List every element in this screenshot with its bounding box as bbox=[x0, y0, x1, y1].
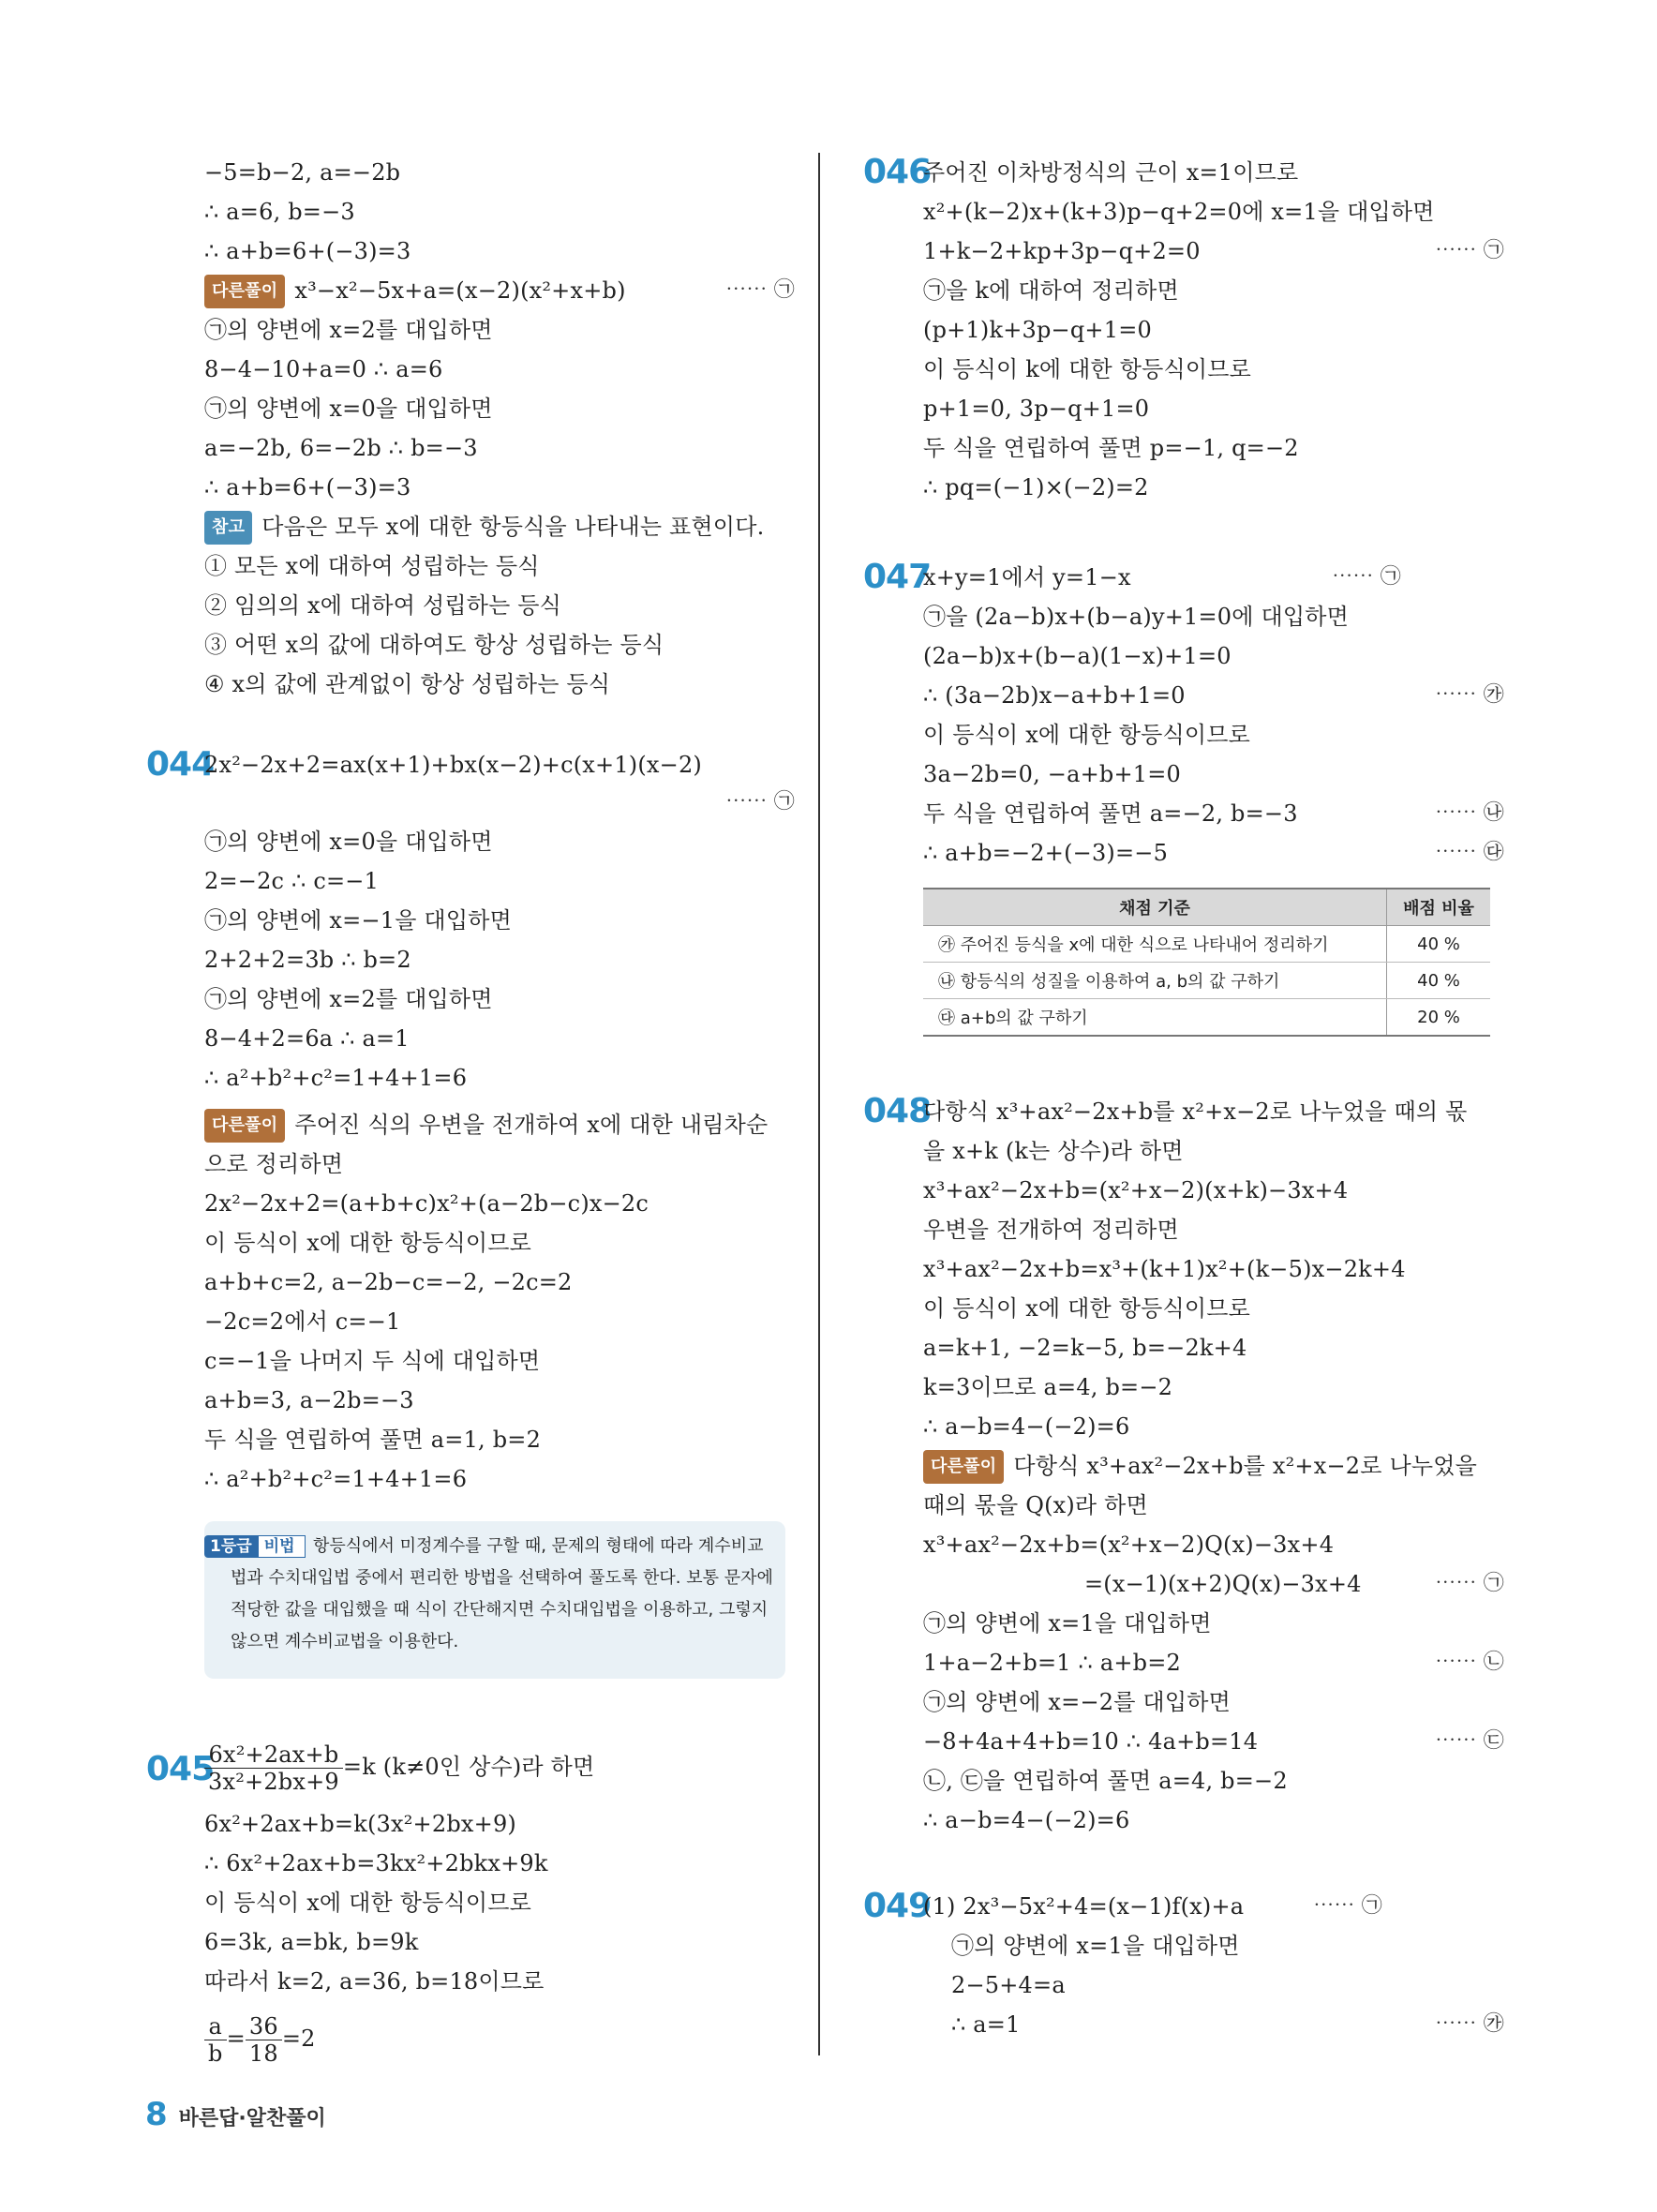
question-number-045: 045 bbox=[146, 1750, 215, 1788]
text-line: 두 식을 연립하여 풀면 a=−2, b=−3 bbox=[923, 800, 1298, 827]
text-line: ㉠을 (2a−b)x+(b−a)y+1=0에 대입하면 bbox=[923, 604, 1350, 630]
text-line: ∴ pq=(−1)×(−2)=2 bbox=[923, 474, 1149, 501]
text-line: x³+ax²−2x+b=(x²+x−2)(x+k)−3x+4 bbox=[923, 1177, 1349, 1203]
text-line: k=3이므로 a=4, b=−2 bbox=[923, 1374, 1173, 1400]
text-line: ∴ a−b=4−(−2)=6 bbox=[923, 1807, 1130, 1833]
text-line: ㉠의 양변에 x=−2를 대입하면 bbox=[923, 1689, 1231, 1715]
text-line: 6=3k, a=bk, b=9k bbox=[204, 1929, 419, 1955]
reference-item: ① 모든 x에 대하여 성립하는 등식 bbox=[204, 553, 540, 579]
text-line: x+y=1에서 y=1−x bbox=[923, 564, 1131, 590]
text-line: ∴ a+b=6+(−3)=3 bbox=[204, 238, 411, 264]
reference-tag: 참고 bbox=[204, 511, 252, 545]
text-line: 이 등식이 k에 대한 항등식이므로 bbox=[923, 356, 1252, 382]
alt-solution-tag: 다른풀이 bbox=[204, 1109, 285, 1143]
text-line: ∴ a²+b²+c²=1+4+1=6 bbox=[204, 1466, 468, 1492]
text-line: 8−4+2=6a ∴ a=1 bbox=[204, 1025, 410, 1052]
text-line: (p+1)k+3p−q+1=0 bbox=[923, 317, 1152, 343]
reference-item: ④ x의 값에 관계없이 항상 성립하는 등식 bbox=[204, 671, 611, 697]
table-row bbox=[923, 926, 1490, 963]
table-header: 채점 기준 bbox=[923, 889, 1387, 926]
question-number-047: 047 bbox=[863, 558, 932, 596]
table-cell: ㉮ 주어진 등식을 x에 대한 식으로 나타내어 정리하기 bbox=[923, 926, 1387, 963]
text-line: ∴ (3a−2b)x−a+b+1=0 bbox=[923, 682, 1186, 709]
tip-body: 항등식에서 미정계수를 구할 때, 문제의 형태에 따라 계수비교법과 수치대입법 중에서 편리한 방법을 선택하여 풀도록 한다. 보통 문자에 적당한 값을 대입했을 때 식이 간단해지면 수치대입법을 이용하고, 그렇지 않으면 계수비교법을 이용한다. bbox=[231, 1536, 773, 1652]
page-number: 8 bbox=[145, 2096, 168, 2133]
text-line: ∴ a=1 bbox=[951, 2011, 1021, 2038]
equation-tail: =k (k≠0인 상수)라 하면 bbox=[342, 1754, 595, 1780]
question-number-044: 044 bbox=[146, 745, 215, 784]
table-row bbox=[923, 963, 1490, 999]
tip-text bbox=[231, 1531, 774, 1658]
text-line: ∴ a−b=4−(−2)=6 bbox=[923, 1413, 1130, 1440]
equation-mark: ⋯⋯ ㉠ bbox=[1332, 565, 1401, 589]
text-line: 이 등식이 x에 대한 항등식이므로 bbox=[204, 1230, 532, 1256]
text-line: 주어진 식의 우변을 전개하여 x에 대한 내림차순 bbox=[294, 1112, 769, 1138]
text-line: ∴ a=6, b=−3 bbox=[204, 199, 355, 225]
table-header-row bbox=[923, 889, 1490, 926]
equation-mark: ⋯⋯ ㉡ bbox=[1435, 1651, 1504, 1674]
table-cell: ㉯ 항등식의 성질을 이용하여 a, b의 값 구하기 bbox=[923, 963, 1387, 999]
text-line: ㉠의 양변에 x=−1을 대입하면 bbox=[204, 907, 512, 934]
equation-mark: ⋯⋯ ㉢ bbox=[1435, 1729, 1504, 1753]
reference-text: 다음은 모두 x에 대한 항등식을 나타내는 표현이다. bbox=[261, 514, 765, 540]
alt-solution-header bbox=[923, 1450, 1477, 1484]
equation-mark: ⋯⋯ ㉠ bbox=[1435, 1572, 1504, 1595]
text-line: ㉠을 k에 대하여 정리하면 bbox=[923, 277, 1179, 304]
text-line: ∴ a+b=6+(−3)=3 bbox=[204, 474, 411, 501]
equation-mark: ⋯⋯ ㉠ bbox=[1435, 239, 1504, 262]
text-line: ㉠의 양변에 x=2를 대입하면 bbox=[204, 317, 493, 343]
step-mark: ⋯⋯ ㉰ bbox=[1435, 841, 1504, 864]
fraction bbox=[204, 1741, 343, 1795]
reference-item: ② 임의의 x에 대하여 성립하는 등식 bbox=[204, 592, 562, 619]
fraction-numerator: a bbox=[204, 2013, 227, 2040]
text-line: 때의 몫을 Q(x)라 하면 bbox=[923, 1492, 1148, 1518]
text-line: a=k+1, −2=k−5, b=−2k+4 bbox=[923, 1335, 1247, 1361]
text-line: ㉠의 양변에 x=0을 대입하면 bbox=[204, 396, 493, 422]
text-line: 다항식 x³+ax²−2x+b를 x²+x−2로 나누었을 때의 몫 bbox=[923, 1099, 1468, 1125]
alt-solution-header bbox=[204, 1109, 768, 1143]
equation-mark: ⋯⋯ ㉠ bbox=[1313, 1894, 1382, 1918]
text-line: ㉡, ㉢을 연립하여 풀면 a=4, b=−2 bbox=[923, 1768, 1288, 1794]
fraction-denominator: 18 bbox=[248, 2040, 278, 2067]
text-line: ∴ a+b=−2+(−3)=−5 bbox=[923, 840, 1169, 866]
text-line: (1) 2x³−5x²+4=(x−1)f(x)+a bbox=[923, 1893, 1245, 1920]
text-line: −8+4a+4+b=10 ∴ 4a+b=14 bbox=[923, 1728, 1259, 1755]
text-line: (2a−b)x+(b−a)(1−x)+1=0 bbox=[923, 643, 1232, 669]
tip-badge-rank: 1등급 bbox=[204, 1535, 258, 1558]
text-line: ∴ a²+b²+c²=1+4+1=6 bbox=[204, 1065, 468, 1091]
text-line: x³+ax²−2x+b=x³+(k+1)x²+(k−5)x−2k+4 bbox=[923, 1256, 1406, 1282]
final-fraction: $\frac{a}{b}$ = $\frac{36}{18}$ =2 bbox=[204, 2010, 316, 2067]
equation: x³−x²−5x+a=(x−2)(x²+x+b) bbox=[294, 277, 626, 304]
text-line: ㉠의 양변에 x=0을 대입하면 bbox=[204, 829, 493, 855]
text-line: 을 x+k (k는 상수)라 하면 bbox=[923, 1138, 1184, 1164]
scoring-table bbox=[923, 888, 1490, 1037]
text-line: 8−4−10+a=0 ∴ a=6 bbox=[204, 356, 443, 382]
text-line: ㉠의 양변에 x=2를 대입하면 bbox=[204, 986, 493, 1012]
table-header: 배점 비율 bbox=[1387, 889, 1491, 926]
step-mark: ⋯⋯ ㉮ bbox=[1435, 683, 1504, 707]
text-line: 2=−2c ∴ c=−1 bbox=[204, 868, 380, 894]
text-line: −2c=2에서 c=−1 bbox=[204, 1308, 401, 1335]
equation: 2x²−2x+2=ax(x+1)+bx(x−2)+c(x+1)(x−2) bbox=[204, 752, 702, 778]
text-line: 따라서 k=2, a=36, b=18이므로 bbox=[204, 1968, 545, 1995]
tip-badge-label: 비법 bbox=[258, 1535, 306, 1558]
text-line: ∴ 6x²+2ax+b=3kx²+2bkx+9k bbox=[204, 1850, 548, 1876]
text-line: 2x²−2x+2=(a+b+c)x²+(a−2b−c)x−2c bbox=[204, 1190, 649, 1217]
text-line: 이 등식이 x에 대한 항등식이므로 bbox=[923, 722, 1251, 748]
text-line: 이 등식이 x에 대한 항등식이므로 bbox=[204, 1890, 532, 1916]
text-line: p+1=0, 3p−q+1=0 bbox=[923, 396, 1150, 422]
text-line: 두 식을 연립하여 풀면 a=1, b=2 bbox=[204, 1427, 542, 1453]
table-cell: 40 % bbox=[1387, 963, 1491, 999]
text-line: 이 등식이 x에 대한 항등식이므로 bbox=[923, 1295, 1251, 1322]
fraction-denominator: b bbox=[208, 2040, 223, 2067]
text-line: c=−1을 나머지 두 식에 대입하면 bbox=[204, 1348, 541, 1374]
alt-solution-tag: 다른풀이 bbox=[204, 275, 285, 308]
reference-header bbox=[204, 511, 764, 545]
question-number-049: 049 bbox=[863, 1887, 932, 1925]
equation-tail: =2 bbox=[281, 2025, 316, 2052]
fraction-numerator: 36 bbox=[246, 2013, 282, 2040]
text-line: a=−2b, 6=−2b ∴ b=−3 bbox=[204, 435, 478, 461]
table-row bbox=[923, 999, 1490, 1037]
page-footer bbox=[145, 2096, 326, 2133]
step-mark: ⋯⋯ ㉯ bbox=[1435, 801, 1504, 825]
fraction-equation bbox=[204, 1739, 594, 1795]
text-line: ㉠의 양변에 x=1을 대입하면 bbox=[923, 1610, 1212, 1637]
text-line: 주어진 이차방정식의 근이 x=1이므로 bbox=[923, 159, 1299, 186]
text-line: ㉠의 양변에 x=1을 대입하면 bbox=[951, 1933, 1240, 1959]
text-line: =(x−1)(x+2)Q(x)−3x+4 bbox=[1084, 1571, 1362, 1597]
table-cell: 20 % bbox=[1387, 999, 1491, 1037]
text-line: 1+k−2+kp+3p−q+2=0 bbox=[923, 238, 1201, 264]
alt-solution-header bbox=[204, 275, 795, 308]
table-cell: ㉰ a+b의 값 구하기 bbox=[923, 999, 1387, 1037]
fraction-numerator: 6x²+2ax+b bbox=[204, 1741, 343, 1769]
question-number-046: 046 bbox=[863, 153, 932, 191]
text-line: a+b+c=2, a−2b−c=−2, −2c=2 bbox=[204, 1269, 573, 1295]
tip-box bbox=[204, 1521, 785, 1679]
table-cell: 40 % bbox=[1387, 926, 1491, 963]
step-mark: ⋯⋯ ㉮ bbox=[1435, 2012, 1504, 2036]
text-line: x³+ax²−2x+b=(x²+x−2)Q(x)−3x+4 bbox=[923, 1532, 1335, 1558]
text-line: 두 식을 연립하여 풀면 p=−1, q=−2 bbox=[923, 435, 1299, 461]
fraction-denominator: 3x²+2bx+9 bbox=[208, 1769, 339, 1795]
text-line: 우변을 전개하여 정리하면 bbox=[923, 1217, 1179, 1243]
text-line: 으로 정리하면 bbox=[204, 1151, 344, 1177]
equation-mark: ⋯⋯ ㉠ bbox=[725, 278, 795, 302]
column-divider bbox=[818, 153, 820, 2055]
text-line: 2−5+4=a bbox=[951, 1972, 1066, 1998]
reference-item: ③ 어떤 x의 값에 대하여도 항상 성립하는 등식 bbox=[204, 632, 664, 658]
text-line: x²+(k−2)x+(k+3)p−q+2=0에 x=1을 대입하면 bbox=[923, 199, 1435, 225]
text-line: a+b=3, a−2b=−3 bbox=[204, 1387, 414, 1413]
text-line: 3a−2b=0, −a+b+1=0 bbox=[923, 761, 1182, 787]
text-line: 2+2+2=3b ∴ b=2 bbox=[204, 947, 411, 973]
footer-title: 바른답·알찬풀이 bbox=[178, 2107, 326, 2130]
equation-mark: ⋯⋯ ㉠ bbox=[725, 790, 795, 814]
text-line: 다항식 x³+ax²−2x+b를 x²+x−2로 나누었을 bbox=[1013, 1453, 1477, 1479]
text-line: 1+a−2+b=1 ∴ a+b=2 bbox=[923, 1650, 1182, 1676]
alt-solution-tag: 다른풀이 bbox=[923, 1450, 1004, 1484]
text-line: 6x²+2ax+b=k(3x²+2bx+9) bbox=[204, 1811, 516, 1837]
question-number-048: 048 bbox=[863, 1092, 932, 1130]
text-line: −5=b−2, a=−2b bbox=[204, 159, 401, 186]
